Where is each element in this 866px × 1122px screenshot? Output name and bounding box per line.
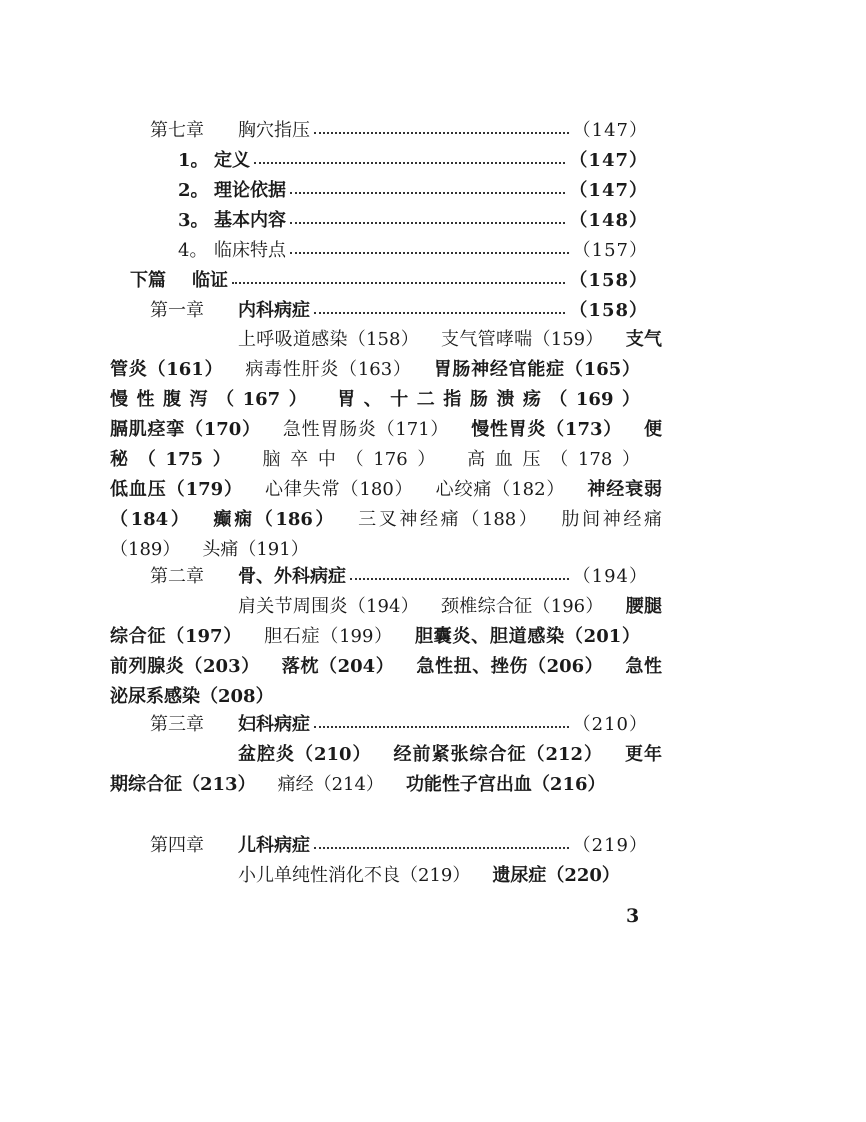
toc-chapter-2 — [150, 563, 648, 591]
page-ref: （158） — [569, 300, 648, 321]
chapter-label: 第二章 — [150, 566, 204, 587]
dot-leader — [290, 192, 565, 194]
dot-leader — [314, 132, 569, 134]
page-ref: （158） — [569, 270, 648, 291]
page-ref: （219） — [572, 835, 648, 856]
page-ref: （157） — [572, 240, 648, 261]
entry: 支气管哮喘（159） — [441, 329, 604, 350]
chapter-label: 第七章 — [150, 120, 204, 141]
entry: 高血压（178） — [467, 449, 641, 470]
dot-leader — [314, 312, 565, 314]
page-number: 3 — [626, 905, 640, 927]
page-ref: （147） — [569, 150, 648, 171]
item-number: 1。 — [178, 150, 209, 171]
chapter-title: 胸穴指压 — [238, 120, 310, 141]
toc-chapter-1 — [150, 297, 648, 325]
toc-item-content — [178, 207, 648, 235]
entry: 盆腔炎（210） — [238, 744, 372, 765]
dot-leader — [314, 726, 569, 728]
dot-leader — [232, 282, 565, 284]
item-title: 临床特点 — [214, 240, 286, 261]
chapter-2-entries — [110, 592, 662, 712]
entry: 急性泌尿系感染（208） — [110, 656, 662, 707]
toc-item-theory — [178, 177, 648, 205]
part-title: 临证 — [192, 270, 228, 291]
entry: 膈肌痉挛（170） — [110, 419, 261, 440]
entry: 更年期综合征（213） — [110, 744, 663, 795]
chapter-label: 第一章 — [150, 300, 204, 321]
entry: 病毒性肝炎（163） — [245, 359, 412, 380]
item-title: 基本内容 — [214, 210, 286, 231]
entry: 急性扭、挫伤（206） — [416, 656, 604, 677]
entry: 腰腿综合征（197） — [110, 596, 662, 647]
chapter-label: 第三章 — [150, 714, 204, 735]
entry: 心绞痛（182） — [435, 479, 566, 500]
entry: 急性胃肠炎（171） — [282, 419, 450, 440]
entry: 胃、十二指肠溃疡（169） — [337, 389, 640, 410]
entry: 头痛（191） — [202, 539, 309, 560]
entry: 便秘（175） — [110, 419, 663, 470]
entry: 小儿单纯性消化不良（219） — [238, 865, 471, 886]
dot-leader — [350, 578, 569, 580]
dot-leader — [254, 162, 565, 164]
toc-chapter-4 — [150, 832, 648, 860]
page-ref: （147） — [569, 180, 648, 201]
chapter-4-entries — [238, 861, 662, 891]
entry: 脑卒中（176） — [262, 449, 446, 470]
toc-item-definition — [178, 147, 648, 175]
page-ref: （210） — [572, 714, 648, 735]
entry: 慢性胃炎（173） — [471, 419, 623, 440]
entry: 肩关节周围炎（194） — [238, 596, 419, 617]
chapter-3-entries — [110, 740, 662, 800]
entry: 胆囊炎、胆道感染（201） — [414, 626, 641, 647]
item-number: 3。 — [178, 210, 209, 231]
entry: 落枕（204） — [281, 656, 395, 677]
entry: 三叉神经痛（188） — [358, 509, 540, 530]
chapter-title: 儿科病症 — [238, 835, 310, 856]
entry: 慢性腹泻（167） — [110, 389, 316, 410]
chapter-title: 内科病症 — [238, 300, 310, 321]
chapter-title: 妇科病症 — [238, 714, 310, 735]
entry: 支气管炎（161） — [110, 329, 662, 380]
item-number: 4。 — [178, 240, 208, 261]
chapter-label: 第四章 — [150, 835, 204, 856]
item-title: 理论依据 — [214, 180, 286, 201]
entry: 遗尿症（220） — [492, 865, 620, 886]
entry: 肋间神经痛（189） — [110, 509, 663, 560]
entry: 癫痫（186） — [213, 509, 337, 530]
entry: 心律失常（180） — [264, 479, 414, 500]
page-ref: （147） — [572, 120, 648, 141]
entry: 功能性子宫出血（216） — [405, 774, 606, 795]
entry: 痛经（214） — [277, 774, 384, 795]
entry: 胃肠神经官能症（165） — [433, 359, 641, 380]
entry: 前列腺炎（203） — [110, 656, 260, 677]
entry: 上呼吸道感染（158） — [238, 329, 419, 350]
chapter-title: 骨、外科病症 — [238, 566, 346, 587]
item-number: 2。 — [178, 180, 209, 201]
part-label: 下篇 — [130, 270, 166, 291]
entry: 颈椎综合征（196） — [441, 596, 604, 617]
entry: 低血压（179） — [110, 479, 243, 500]
toc-part-2 — [130, 267, 648, 295]
dot-leader — [290, 222, 565, 224]
toc-chapter-3 — [150, 711, 648, 739]
chapter-1-entries — [110, 325, 662, 565]
dot-leader — [314, 847, 569, 849]
entry: 神经衰弱（184） — [110, 479, 662, 530]
dot-leader — [290, 252, 569, 254]
entry: 胆石症（199） — [264, 626, 393, 647]
entry: 经前紧张综合征（212） — [393, 744, 604, 765]
item-title: 定义 — [214, 150, 250, 171]
page-ref: （148） — [569, 210, 648, 231]
toc-chapter-7 — [150, 117, 648, 145]
page-ref: （194） — [572, 566, 648, 587]
toc-item-clinical — [178, 237, 648, 265]
